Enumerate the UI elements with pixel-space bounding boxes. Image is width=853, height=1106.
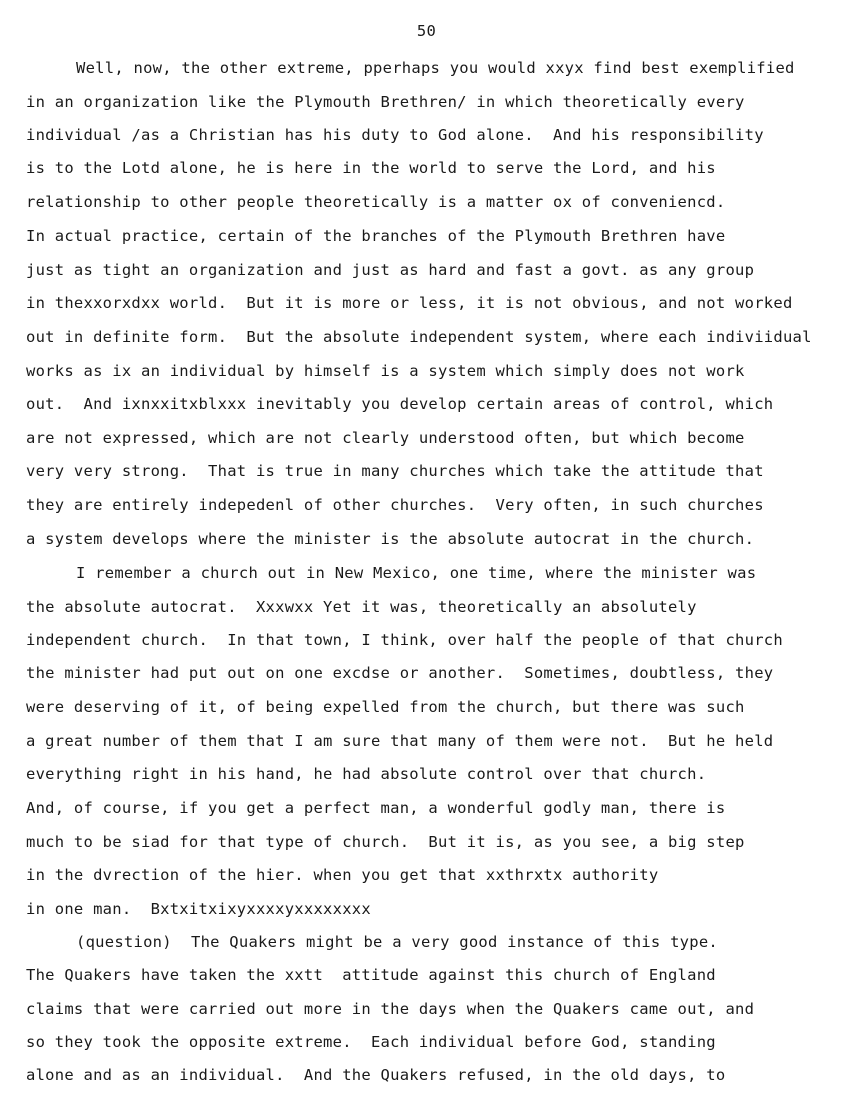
text-line: I remember a church out in New Mexico, one time, where the minister was: [76, 564, 757, 582]
text-line: very very strong. That is true in many churches which take the attitude that: [26, 462, 764, 480]
text-line: so they took the opposite extreme. Each individual before God, standing: [26, 1033, 716, 1051]
text-line: claims that were carried out more in the days when the Quakers came out, and: [26, 1000, 755, 1018]
text-line: everything right in his hand, he had absolute control over that church.: [26, 765, 707, 783]
text-line: in an organization like the Plymouth Brethren/ in which theoretically every: [26, 93, 745, 111]
text-line: alone and as an individual. And the Quakers refused, in the old days, to: [26, 1066, 726, 1084]
text-line: is to the Lotd alone, he is here in the world to serve the Lord, and his: [26, 159, 716, 177]
text-line: works as ix an individual by himself is a system which simply does not work: [26, 362, 745, 380]
text-line: independent church. In that town, I think, over half the people of that church: [26, 631, 783, 649]
text-line: (question) The Quakers might be a very good instance of this type.: [76, 933, 718, 951]
text-line: were deserving of it, of being expelled from the church, but there was such: [26, 698, 745, 716]
text-line: out. And ixnxxitxblxxx inevitably you develop certain areas of control, which: [26, 395, 774, 413]
text-line: individual /as a Christian has his duty to God alone. And his responsibility: [26, 126, 764, 144]
text-line: the absolute autocrat. Xxxwxx Yet it was, theoretically an absolutely: [26, 598, 697, 616]
text-line: out in definite form. But the absolute independent system, where each indiviidual: [26, 328, 812, 346]
text-line: Well, now, the other extreme, pperhaps you would xxyx find best exemplified: [76, 59, 795, 77]
text-line: in one man. Bxtxitxixyxxxxyxxxxxxxx: [26, 900, 371, 918]
text-line: the minister had put out on one excdse or another. Sometimes, doubtless, they: [26, 664, 774, 682]
text-line: in thexxorxdxx world. But it is more or less, it is not obvious, and not worked: [26, 294, 793, 312]
text-line: just as tight an organization and just as hard and fast a govt. as any group: [26, 261, 755, 279]
text-line: In actual practice, certain of the branches of the Plymouth Brethren have: [26, 227, 726, 245]
text-line: are not expressed, which are not clearly understood often, but which become: [26, 429, 745, 447]
text-line: a great number of them that I am sure that many of them were not. But he held: [26, 732, 774, 750]
text-line: much to be siad for that type of church. But it is, as you see, a big step: [26, 833, 745, 851]
page-number: 50: [416, 22, 437, 40]
text-line: And, of course, if you get a perfect man, a wonderful godly man, there is: [26, 799, 726, 817]
text-line: in the dvrection of the hier. when you get that xxthrxtx authority: [26, 866, 659, 884]
text-line: relationship to other people theoretically is a matter ox of conveniencd.: [26, 193, 726, 211]
text-line: they are entirely indepedenl of other churches. Very often, in such churches: [26, 496, 764, 514]
text-line: a system develops where the minister is the absolute autocrat in the church.: [26, 530, 755, 548]
text-line: The Quakers have taken the xxtt attitude against this church of England: [26, 966, 716, 984]
